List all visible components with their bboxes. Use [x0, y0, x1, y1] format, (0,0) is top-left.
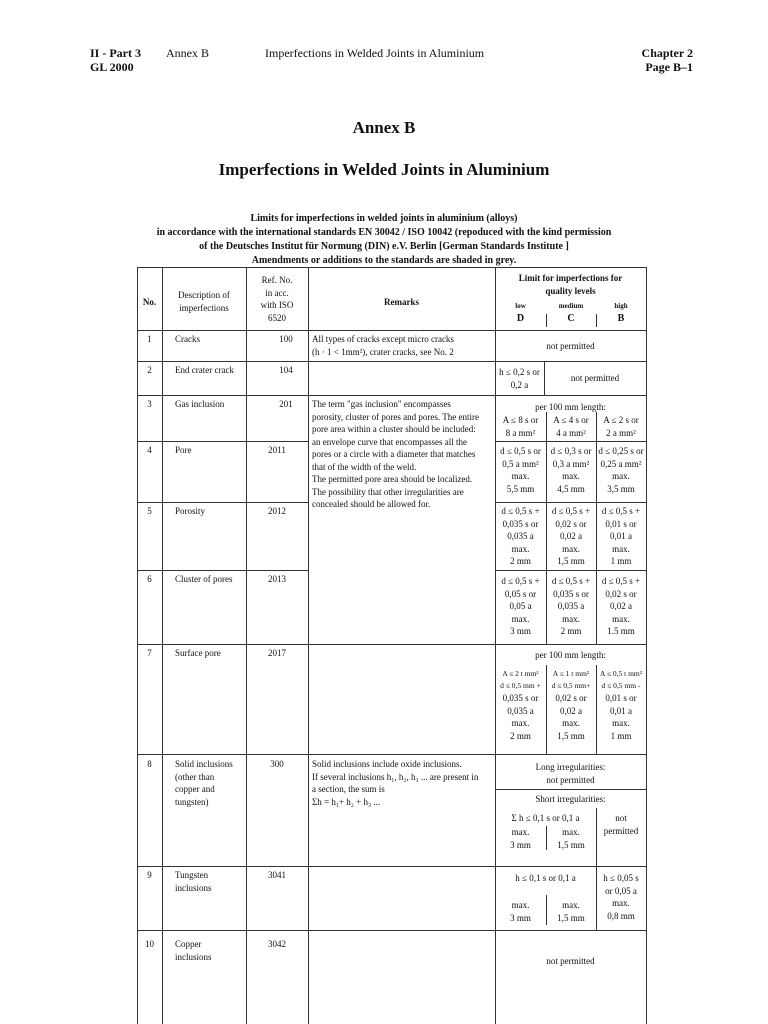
limit-line: d ≤ 0,5 s + [501, 506, 540, 516]
limit-line: A ≤ 2 s or [603, 415, 639, 425]
limit-line: 0,035 s or [502, 518, 539, 529]
limit-line: d ≤ 0,5 s + [551, 506, 591, 516]
remark-line: concealed should be allowed for. [312, 499, 431, 509]
intro-text [0, 212, 768, 268]
row-desc-line: Tungsten [175, 870, 209, 880]
limit-pore-c [546, 445, 596, 495]
limit-gas-d [495, 414, 546, 439]
limit-gas-c [546, 414, 596, 439]
limit-tungsten-dc: h ≤ 0,1 s or 0,1 a [515, 873, 576, 883]
th-ref-line: in acc. [265, 287, 289, 298]
limit-line: d ≤ 0,25 s or [598, 446, 644, 456]
row-desc: Gas inclusion [175, 399, 225, 409]
header-chapter: Chapter 2 [641, 46, 693, 60]
row-ref: 2017 [268, 648, 286, 658]
remark-line: an envelope curve that encompasses all the [312, 436, 467, 447]
row-ref: 104 [279, 365, 293, 375]
th-limit-line: quality levels [545, 285, 596, 296]
row-desc: Surface pore [175, 648, 221, 658]
row-no: 1 [147, 334, 152, 344]
limit-line: 0,035 s or [502, 693, 539, 703]
limit-line: 2 mm [560, 626, 582, 636]
remark-solid-inclusions [312, 758, 494, 808]
limit-line: d ≤ 0,5 s or [500, 446, 541, 456]
limit-line: 2 mm [510, 556, 531, 566]
limit-copper: not permitted [546, 956, 595, 966]
th-remarks: Remarks [384, 297, 419, 307]
limit-line: max. [562, 543, 580, 554]
remark-line: All types of cracks except micro cracks [312, 334, 454, 344]
remark-line: pores or a circle with a diameter that matches [312, 449, 476, 459]
row-desc: Pore [175, 445, 192, 455]
limit-line: 0,035 a [507, 705, 534, 716]
limit-line: max. [511, 718, 530, 728]
limit-tungsten-d [495, 899, 546, 924]
limit-line: 2 a mm² [606, 427, 636, 438]
limit-surface-per100: per 100 mm length: [535, 650, 606, 660]
annex-title: Annex B [352, 118, 416, 137]
row-desc-line: Solid inclusions [175, 759, 233, 769]
row-desc [175, 938, 245, 963]
row-desc: End crater crack [175, 365, 234, 375]
limit-line: 0,035 a [507, 531, 534, 541]
limit-line: not permitted [546, 774, 595, 785]
limit-line: A ≤ 4 s or [553, 415, 589, 425]
limit-line: 0,3 a mm² [552, 458, 590, 469]
limit-pore-b [596, 445, 646, 495]
remark-line: pore area within a cluster should be included: [312, 424, 476, 434]
remark-gas-inclusion [312, 398, 494, 511]
row-desc-line: Copper [175, 939, 202, 949]
limit-line: 3 mm [510, 912, 531, 923]
limit-line: 1,5 mm [557, 730, 585, 741]
limit-solid-long [495, 761, 646, 786]
limit-line: 1 mm [610, 730, 632, 741]
limit-line: max. [511, 543, 530, 554]
limit-line: A ≤ 8 s or [502, 415, 539, 425]
limit-line: 1.5 mm [607, 626, 635, 636]
limit-line: 3 mm [510, 626, 531, 636]
limit-porosity-c [546, 505, 596, 568]
limit-line: or 0,05 a [605, 885, 637, 896]
limit-line: 1,5 mm [557, 839, 585, 850]
limit-line: max. [612, 613, 630, 624]
limit-solid-c [546, 826, 596, 851]
limit-line: d ≤ 0,5 mm+ [551, 681, 591, 690]
limit-line: d ≤ 0,5 s + [551, 576, 591, 586]
row-desc: Porosity [175, 506, 206, 516]
row-no: 9 [147, 870, 152, 880]
limit-line: max. [562, 827, 580, 837]
limit-line: max. [562, 718, 580, 728]
th-limit-line: Limit for imperfections for [518, 273, 623, 283]
row-no: 5 [147, 506, 152, 516]
row-desc-line: (other than [175, 771, 215, 782]
row-desc-line: copper and [175, 784, 215, 794]
th-ref-no [246, 274, 308, 324]
row-ref: 3042 [268, 939, 286, 949]
row-no: 10 [145, 939, 154, 949]
remark-line: The permitted pore area should be localized. [312, 474, 473, 484]
row-no: 7 [147, 648, 152, 658]
limit-line: 0,01 s or [605, 518, 637, 529]
intro-line: of the Deutsches Institut für Normung (DIN) e.V. Berlin [German Standards Institute ] [199, 241, 569, 252]
th-ref-line: 6520 [268, 312, 286, 323]
limit-line: 0,035 s or [553, 588, 589, 599]
limit-line: 8 a mm² [505, 427, 536, 438]
limit-line: max. [562, 613, 580, 624]
th-level-d: D [516, 313, 525, 324]
remark-line: The possibility that other irregularities are [312, 486, 464, 497]
limit-solid-d [495, 826, 546, 851]
limit-line: 0,5 a mm² [502, 458, 539, 469]
th-high: high [614, 302, 628, 310]
limit-cluster-d [495, 575, 546, 638]
limit-line: 0,05 a [509, 601, 532, 611]
header-annex: Annex B [166, 46, 209, 60]
limit-line: 0,01 a [610, 705, 632, 716]
limit-line: permitted [603, 825, 639, 836]
row-ref: 201 [279, 399, 293, 409]
limit-line: 0,02 a [610, 601, 632, 611]
limit-line: max. [612, 898, 630, 908]
limit-line: h ≤ 0,2 s or [499, 367, 540, 377]
limit-pore-d [495, 445, 546, 495]
header-page: Page B–1 [645, 60, 693, 74]
limit-surface-b [596, 668, 646, 742]
limit-line: 0,01 s or [605, 693, 637, 703]
header-gl: GL 2000 [90, 60, 134, 74]
limit-line: 3 mm [510, 839, 531, 850]
row-desc-line: inclusions [175, 882, 212, 893]
remark-line: a section, the sum is [312, 784, 385, 794]
limit-solid-b [596, 812, 646, 837]
remark-line: If several inclusions h₁, h₂, h₃ ... are present in [312, 771, 479, 782]
limit-line: 0,8 mm [607, 910, 635, 921]
limit-line: 0,05 s or [504, 588, 537, 599]
row-ref: 100 [279, 334, 293, 344]
row-ref: 3041 [268, 870, 286, 880]
limit-line: max. [511, 613, 530, 624]
limit-line: 1,5 mm [557, 556, 585, 566]
limit-line: max. [612, 471, 630, 481]
limit-cluster-b [596, 575, 646, 638]
limit-line: 0,02 s or [555, 518, 587, 529]
limit-solid-sum: Σ h ≤ 0,1 s or 0,1 a [511, 813, 580, 823]
limit-line: 0,02 s or [605, 588, 637, 599]
row-desc [175, 758, 245, 808]
limit-cluster-c [546, 575, 596, 638]
limit-line: d ≤ 0,5 mm + [500, 681, 541, 690]
row-no: 8 [147, 759, 152, 769]
limit-line: 0,02 s or [555, 693, 587, 703]
remark-cracks [312, 333, 494, 358]
limit-line: 2 mm [510, 730, 531, 741]
limit-solid-short: Short irregularities: [535, 794, 606, 804]
limit-line: max. [562, 900, 580, 910]
limit-line: not [615, 813, 627, 823]
limit-line: max. [511, 900, 530, 910]
limit-line: A ≤ 2 t mm² [502, 669, 539, 678]
limit-porosity-d [495, 505, 546, 568]
th-level-c: C [567, 313, 575, 324]
intro-line: Limits for imperfections in welded joints in aluminium (alloys) [250, 213, 518, 224]
limit-line: d ≤ 0,5 s + [501, 576, 540, 586]
row-ref: 2012 [268, 506, 286, 516]
row-desc: Cracks [175, 334, 200, 344]
th-ref-line: Ref. No. [261, 275, 293, 285]
remark-line: Solid inclusions include oxide inclusions. [312, 759, 462, 769]
limit-line: max. [612, 718, 630, 728]
row-desc-line: inclusions [175, 951, 212, 962]
remark-line: Σh = h₁+ h₂ + h₃ ... [312, 796, 381, 807]
limit-line: d ≤ 0,3 s or [550, 446, 592, 456]
limit-line: max. [511, 471, 530, 481]
limit-cracks: not permitted [546, 341, 595, 351]
row-ref: 300 [270, 759, 284, 769]
row-desc-line: tungsten) [175, 796, 209, 807]
limit-porosity-b [596, 505, 646, 568]
th-level-b: B [617, 313, 625, 324]
main-title: Imperfections in Welded Joints in Aluminium [218, 160, 550, 179]
remark-line: that of the width of the weld. [312, 461, 417, 472]
limit-line: max. [562, 471, 580, 481]
row-desc: Cluster of pores [175, 574, 233, 584]
limit-line: h ≤ 0,05 s [603, 873, 639, 883]
row-no: 2 [147, 365, 152, 375]
remark-line: (h · 1 < 1mm²), crater cracks, see No. 2 [312, 346, 454, 357]
row-no: 6 [147, 574, 152, 584]
limit-line: 0,01 a [610, 531, 632, 541]
limit-line: 0,25 a mm² [600, 458, 642, 469]
th-desc-line: Description of [178, 290, 230, 300]
limit-line: 0,02 a [560, 531, 582, 541]
row-no: 4 [147, 445, 152, 455]
limit-gas-b [596, 414, 646, 439]
limit-line: d ≤ 0,5 mm - [601, 681, 641, 690]
remark-line: porosity, cluster of pores and pores. The entire [312, 411, 479, 422]
th-no: No. [142, 297, 157, 307]
intro-line: Amendments or additions to the standards are shaded in grey. [251, 255, 517, 266]
limit-line: 0,2 a [510, 379, 529, 390]
limit-line: d ≤ 0,5 s + [601, 576, 641, 586]
limit-line: d ≤ 0,5 s + [601, 506, 641, 516]
th-limit [495, 272, 646, 297]
limit-line: max. [612, 543, 630, 554]
limit-gas-per100: per 100 mm length: [535, 402, 606, 412]
limit-end-crater-cb: not permitted [570, 373, 620, 383]
row-ref: 2013 [268, 574, 286, 584]
limit-end-crater-d [495, 366, 544, 391]
th-description [162, 289, 246, 314]
intro-line: in accordance with the international standards EN 30042 / ISO 10042 (repoduced with the kind permission [156, 227, 612, 238]
limit-surface-c [546, 668, 596, 742]
th-ref-line: with ISO [260, 300, 294, 310]
row-desc [175, 869, 245, 894]
limit-line: max. [511, 827, 530, 837]
limit-line: 3,5 mm [607, 483, 635, 494]
limit-line: 1 mm [610, 556, 632, 566]
limit-line: 0,02 a [560, 705, 582, 716]
row-ref: 2011 [268, 445, 286, 455]
remark-line: The term "gas inclusion" encompasses [312, 399, 451, 409]
row-no: 3 [147, 399, 152, 409]
th-medium: medium [558, 302, 584, 310]
header-part: II - Part 3 [90, 46, 141, 60]
header-title: Imperfections in Welded Joints in Aluminium [265, 46, 485, 60]
limit-line: Long irregularities: [535, 762, 606, 772]
limit-line: 4 a mm² [556, 427, 586, 438]
limit-tungsten-b [596, 872, 646, 922]
limit-line: 1,5 mm [557, 912, 585, 923]
limit-line: A ≤ 0,5 t mm² [600, 669, 642, 678]
limit-line: 4,5 mm [557, 483, 585, 494]
th-desc-line: imperfections [179, 302, 229, 313]
limit-line: 0,035 a [557, 601, 585, 611]
limit-tungsten-c [546, 899, 596, 924]
limit-surface-d [495, 668, 546, 742]
limit-line: A ≤ 1 t mm² [552, 669, 590, 678]
th-low: low [515, 302, 526, 310]
limit-line: 5,5 mm [506, 483, 535, 494]
